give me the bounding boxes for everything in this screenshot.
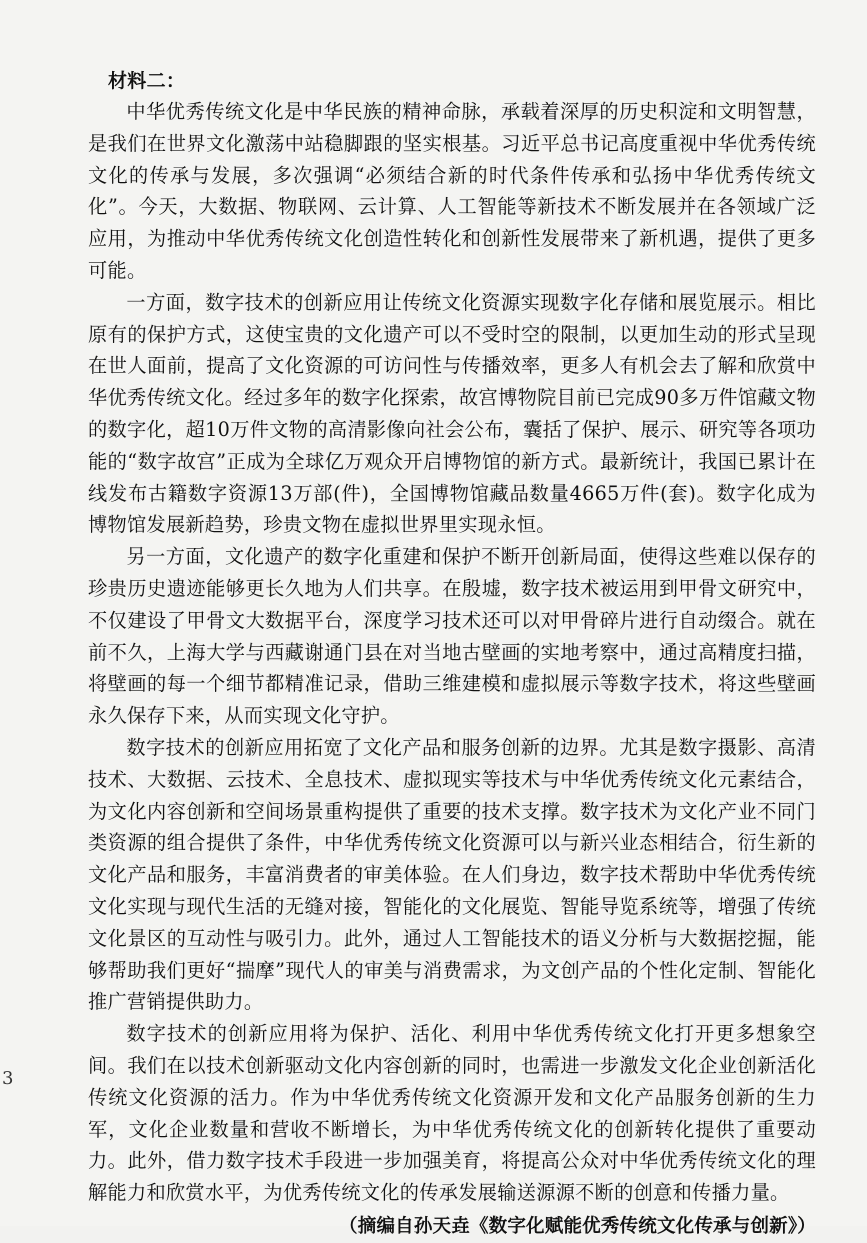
paragraph-2: 一方面，数字技术的创新应用让传统文化资源实现数字化存储和展览展示。相比原有的保护方式，这使宝贵的文化遗产可以不受时空的限制，以更加生动的形式呈现在世人面前，提高了文化资源的可访问性与传播效率，更多人有机会去了解和欣赏中华优秀传统文化。经过多年的数字化探索，故宫博物院目前已完成90多万件馆藏文物的数字化，超10万件文物的高清影像向社会公布，囊括了保护、展示、研究等各项功能的“数字故宫”正成为全球亿万观众开启博物馆的新方式。最新统计，我国已累计在线发布古籍数字资源13万部(件)，全国博物馆藏品数量4665万件(套)。数字化成为博物馆发展新趋势，珍贵文物在虚拟世界里实现永恒。 — [88, 290, 816, 537]
margin-mark: 3 — [2, 1068, 14, 1089]
source-citation: （摘编自孙天垚《数字化赋能优秀传统文化传承与创新》） — [339, 1215, 816, 1237]
paragraph-3: 另一方面，文化遗产的数字化重建和保护不断开创新局面，使得这些难以保存的珍贵历史遗迹能够更长久地为人们共享。在殷墟，数字技术被运用到甲骨文研究中，不仅建设了甲骨文大数据平台，深度学习技术还可以对甲骨碎片进行自动缀合。就在前不久，上海大学与西藏谢通门县在对当地古壁画的实地考察中，通过高精度扫描，将壁画的每一个细节都精准记录，借助三维建模和虚拟展示等数字技术，将这些壁画永久保存下来，从而实现文化守护。 — [88, 545, 816, 728]
paragraph-5: 数字技术的创新应用将为保护、活化、利用中华优秀传统文化打开更多想象空间。我们在以技术创新驱动文化内容创新的同时，也需进一步激发文化企业创新活化传统文化资源的活力。作为中华优秀传统文化资源开发和文化产品服务创新的生力军，文化企业数量和营收不断增长，为中华优秀传统文化的创新转化提供了重要动力。此外，借力数字技术手段进一步加强美育，将提高公众对中华优秀传统文化的理解能力和欣赏水平，为优秀传统文化的传承发展输送源源不断的创意和传播力量。 — [88, 1022, 816, 1205]
paragraph-4: 数字技术的创新应用拓宽了文化产品和服务创新的边界。尤其是数字摄影、高清技术、大数据、云技术、全息技术、虚拟现实等技术与中华优秀传统文化元素结合，为文化内容创新和空间场景重构提供了重要的技术支撑。数字技术为文化产业不同门类资源的组合提供了条件，中华优秀传统文化资源可以与新兴业态相结合，衍生新的文化产品和服务，丰富消费者的审美体验。在人们身边，数字技术帮助中华优秀传统文化实现与现代生活的无缝对接，智能化的文化展览、智能导览系统等，增强了传统文化景区的互动性与吸引力。此外，通过人工智能技术的语义分析与大数据挖掘，能够帮助我们更好“揣摩”现代人的审美与消费需求，为文创产品的个性化定制、智能化推广营销提供助力。 — [88, 735, 816, 1014]
article-body — [88, 66, 816, 1243]
paragraph-1: 中华优秀传统文化是中华民族的精神命脉，承载着深厚的历史积淀和文明智慧，是我们在世界文化激荡中站稳脚跟的坚实根基。习近平总书记高度重视中华优秀传统文化的传承与发展，多次强调“必须结合新的时代条件传承和弘扬中华优秀传统文化”。今天，大数据、物联网、云计算、人工智能等新技术不断发展并在各领域广泛应用，为推动中华优秀传统文化创造性转化和创新性发展带来了新机遇，提供了更多可能。 — [88, 100, 816, 282]
section-heading: 材料二： — [108, 70, 186, 92]
